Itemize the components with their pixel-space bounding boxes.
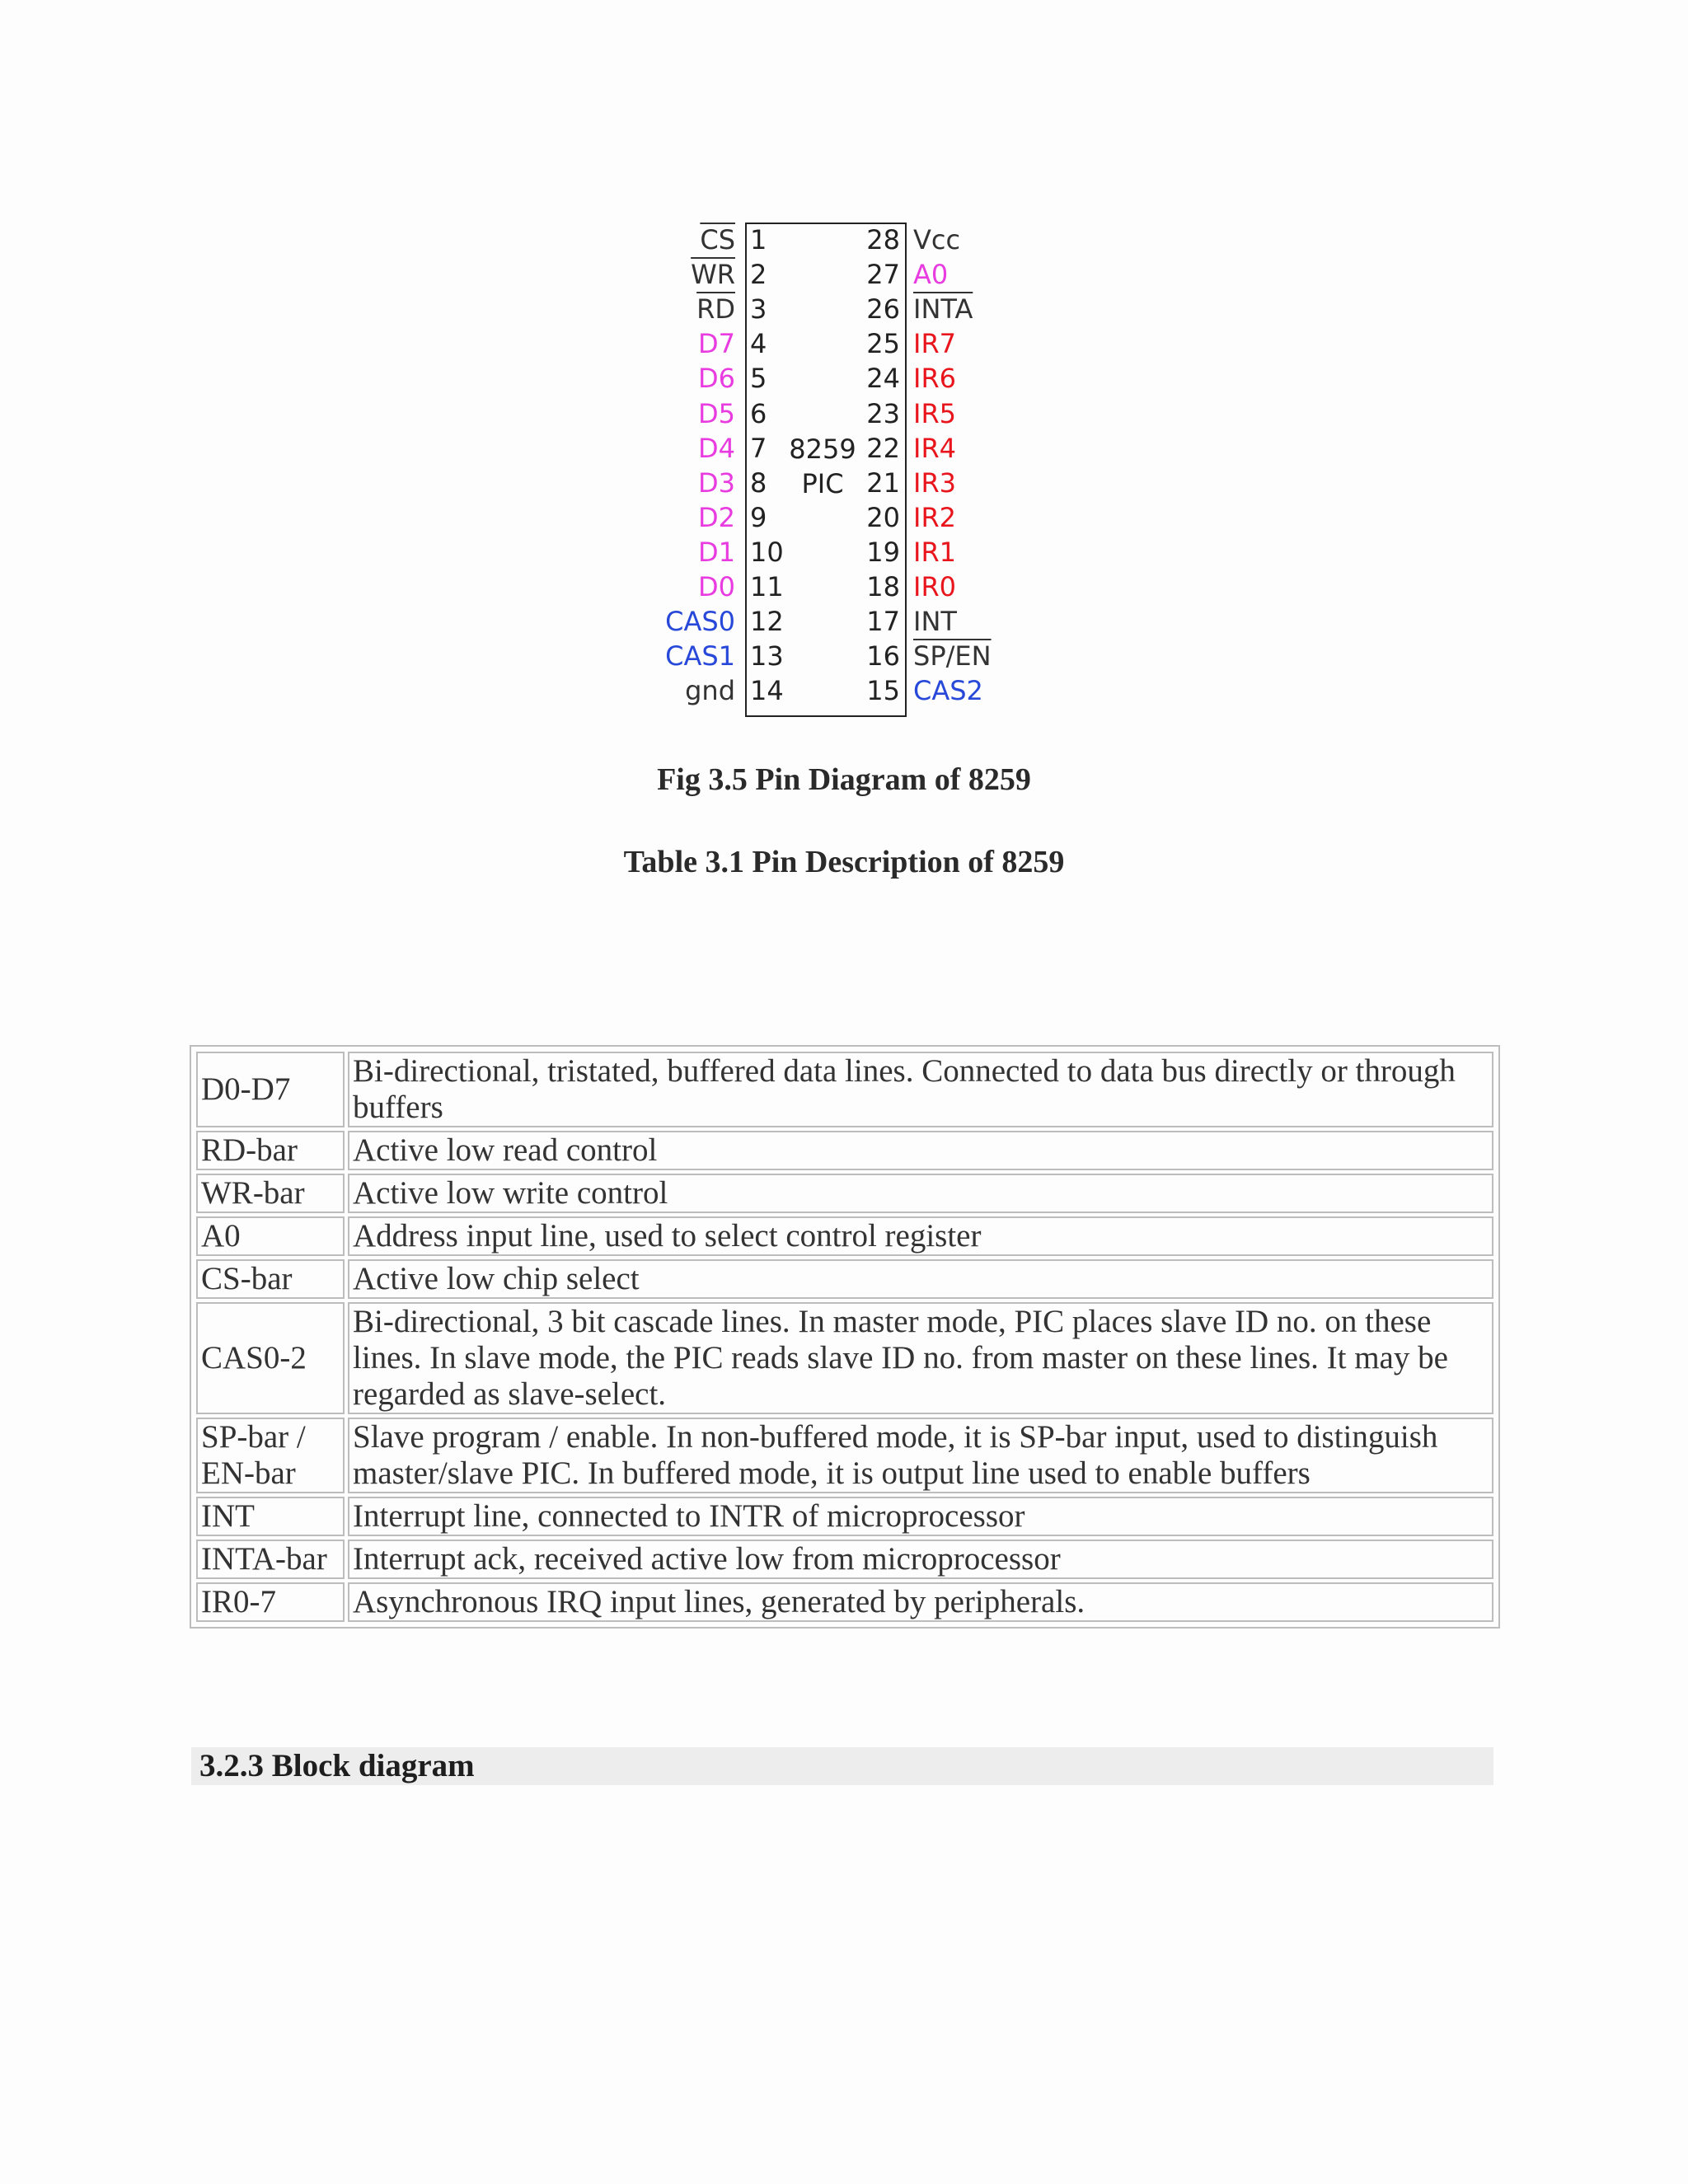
table-caption: Table 3.1 Pin Description of 8259 — [623, 845, 1065, 879]
pin-name-cell: D0-D7 — [196, 1052, 345, 1127]
pin-row — [643, 535, 784, 569]
pin-number: 16 — [866, 640, 900, 673]
pin-description-cell: Active low write control — [348, 1174, 1493, 1213]
pin-label: D3 — [698, 466, 735, 499]
pin-label: SP/EN — [913, 640, 992, 673]
pin-row — [866, 292, 1022, 326]
pin-label: D7 — [698, 328, 735, 360]
pin-number: 8 — [750, 466, 767, 499]
table-row — [196, 1216, 1493, 1256]
section-heading: 3.2.3 Block diagram — [191, 1747, 1493, 1785]
pin-number: 19 — [866, 536, 900, 568]
pin-name-cell: IR0-7 — [196, 1582, 345, 1622]
pin-label: D0 — [698, 571, 735, 602]
pin-number: 22 — [866, 432, 900, 464]
pin-row — [643, 500, 767, 535]
pin-description-cell: Address input line, used to select control register — [348, 1216, 1493, 1256]
chip-label-type: PIC — [801, 468, 844, 499]
pin-number: 13 — [750, 640, 784, 673]
pin-row — [866, 569, 1022, 604]
table-row — [196, 1259, 1493, 1299]
pin-row — [866, 466, 1022, 500]
pin-number: 17 — [866, 606, 900, 638]
pin-label: IR4 — [913, 432, 957, 464]
pin-row — [643, 223, 767, 257]
pin-description-cell: Interrupt ack, received active low from microprocessor — [348, 1540, 1493, 1579]
pin-row — [866, 673, 1022, 708]
pin-description-cell: Bi-directional, tristated, buffered data lines. Connected to data bus directly or through buffers — [348, 1052, 1493, 1127]
pin-description-cell: Bi-directional, 3 bit cascade lines. In master mode, PIC places slave ID no. on these lines. In slave mode, the PIC reads slave ID no. from master on these lines. It may be regarded as slave-select. — [348, 1302, 1493, 1414]
pin-label: IR5 — [913, 397, 957, 429]
pin-number: 10 — [750, 536, 784, 568]
pin-name-cell: SP-bar / EN-bar — [196, 1418, 345, 1493]
pin-row — [866, 500, 1022, 535]
pin-name-cell: WR-bar — [196, 1174, 345, 1213]
pin-label: $\overline{CS}$ — [700, 224, 735, 255]
pin-label: $\overline{RD}$ — [696, 293, 735, 326]
table-row — [196, 1174, 1493, 1213]
pin-number: 14 — [750, 675, 784, 707]
pin-description-cell: Asynchronous IRQ input lines, generated by peripherals. — [348, 1582, 1493, 1622]
pin-number: 4 — [750, 328, 767, 360]
pin-number: 28 — [866, 224, 900, 255]
pin-label: IR1 — [913, 536, 957, 568]
table-row — [196, 1497, 1493, 1536]
pin-label: CAS0 — [665, 606, 735, 638]
pin-label: D1 — [698, 536, 735, 568]
pin-name-cell: INTA-bar — [196, 1540, 345, 1579]
pin-number: 3 — [750, 293, 767, 326]
pin-row — [643, 292, 767, 326]
pin-label: A0 — [913, 259, 949, 291]
table-row — [196, 1582, 1493, 1622]
pin-number: 27 — [866, 259, 900, 291]
pin-label: CAS1 — [665, 640, 735, 673]
pin-name-cell: A0 — [196, 1216, 345, 1256]
pin-table — [193, 1048, 1497, 1625]
pin-row — [866, 431, 1022, 466]
pin-number: 11 — [750, 571, 784, 602]
pin-name-cell: RD-bar — [196, 1131, 345, 1170]
table-row — [196, 1302, 1493, 1414]
pin-row — [866, 535, 1022, 569]
pin-number: 7 — [750, 432, 767, 464]
pin-row — [643, 639, 784, 673]
pin-number: 20 — [866, 501, 900, 533]
pin-number: 2 — [750, 259, 767, 291]
figure-caption: Fig 3.5 Pin Diagram of 8259 — [657, 762, 1031, 797]
pin-row — [643, 431, 767, 466]
pin-label: IR3 — [913, 466, 957, 499]
pin-number: 5 — [750, 363, 767, 395]
pin-row — [866, 223, 1022, 257]
pin-name-cell: CS-bar — [196, 1259, 345, 1299]
pin-label: $\overline{WR}$ — [691, 259, 735, 291]
pin-row — [866, 639, 1022, 673]
pin-number: 24 — [866, 363, 900, 395]
pin-label: IR0 — [913, 571, 957, 602]
pin-description-cell: Active low read control — [348, 1131, 1493, 1170]
pin-number: 12 — [750, 606, 784, 638]
pin-number: 9 — [750, 501, 767, 533]
pin-row — [866, 326, 1022, 361]
pin-label: gnd — [685, 675, 735, 707]
pin-row — [866, 396, 1022, 431]
pin-number: 18 — [866, 571, 900, 602]
pin-label: CAS2 — [913, 675, 983, 707]
pin-row — [866, 361, 1022, 396]
pin-description-cell: Active low chip select — [348, 1259, 1493, 1299]
pin-number: 26 — [866, 293, 900, 326]
pin-label: IR7 — [913, 328, 957, 360]
pin-description-table — [190, 1045, 1500, 1629]
pin-row — [643, 466, 767, 500]
table-row — [196, 1131, 1493, 1170]
pin-label: Vcc — [913, 224, 961, 255]
pin-label: IR6 — [913, 363, 957, 395]
pin-row — [866, 604, 1022, 639]
pin-label: IR2 — [913, 501, 957, 533]
pin-number: 23 — [866, 397, 900, 429]
pin-row — [643, 673, 784, 708]
pin-number: 21 — [866, 466, 900, 499]
pin-label: D2 — [698, 501, 735, 533]
pin-name-cell: INT — [196, 1497, 345, 1536]
pin-label: D5 — [698, 397, 735, 429]
pin-diagram — [643, 216, 1022, 727]
pin-row — [643, 396, 767, 431]
pin-description-cell: Interrupt line, connected to INTR of microprocessor — [348, 1497, 1493, 1536]
pin-number: 25 — [866, 328, 900, 360]
pin-label: D4 — [698, 432, 735, 464]
pin-name-cell: CAS0-2 — [196, 1302, 345, 1414]
pin-description-cell: Slave program / enable. In non-buffered mode, it is SP-bar input, used to distinguish master/slave PIC. In buffered mode, it is output line used to enable buffers — [348, 1418, 1493, 1493]
pin-number: 6 — [750, 397, 767, 429]
pin-row — [643, 604, 784, 639]
pin-row — [643, 257, 767, 292]
pin-label: INT — [913, 606, 957, 638]
pin-row — [643, 326, 767, 361]
table-row — [196, 1540, 1493, 1579]
pin-label: D6 — [698, 363, 735, 395]
pin-row — [643, 569, 784, 604]
table-row — [196, 1418, 1493, 1493]
pin-number: 1 — [750, 224, 767, 255]
pin-label: INTA — [913, 293, 973, 326]
pin-row — [866, 257, 1022, 292]
pin-number: 15 — [866, 675, 900, 707]
chip-label-part: 8259 — [789, 434, 856, 465]
pin-row — [643, 361, 767, 396]
pin-table-body — [196, 1052, 1493, 1622]
table-row — [196, 1052, 1493, 1127]
